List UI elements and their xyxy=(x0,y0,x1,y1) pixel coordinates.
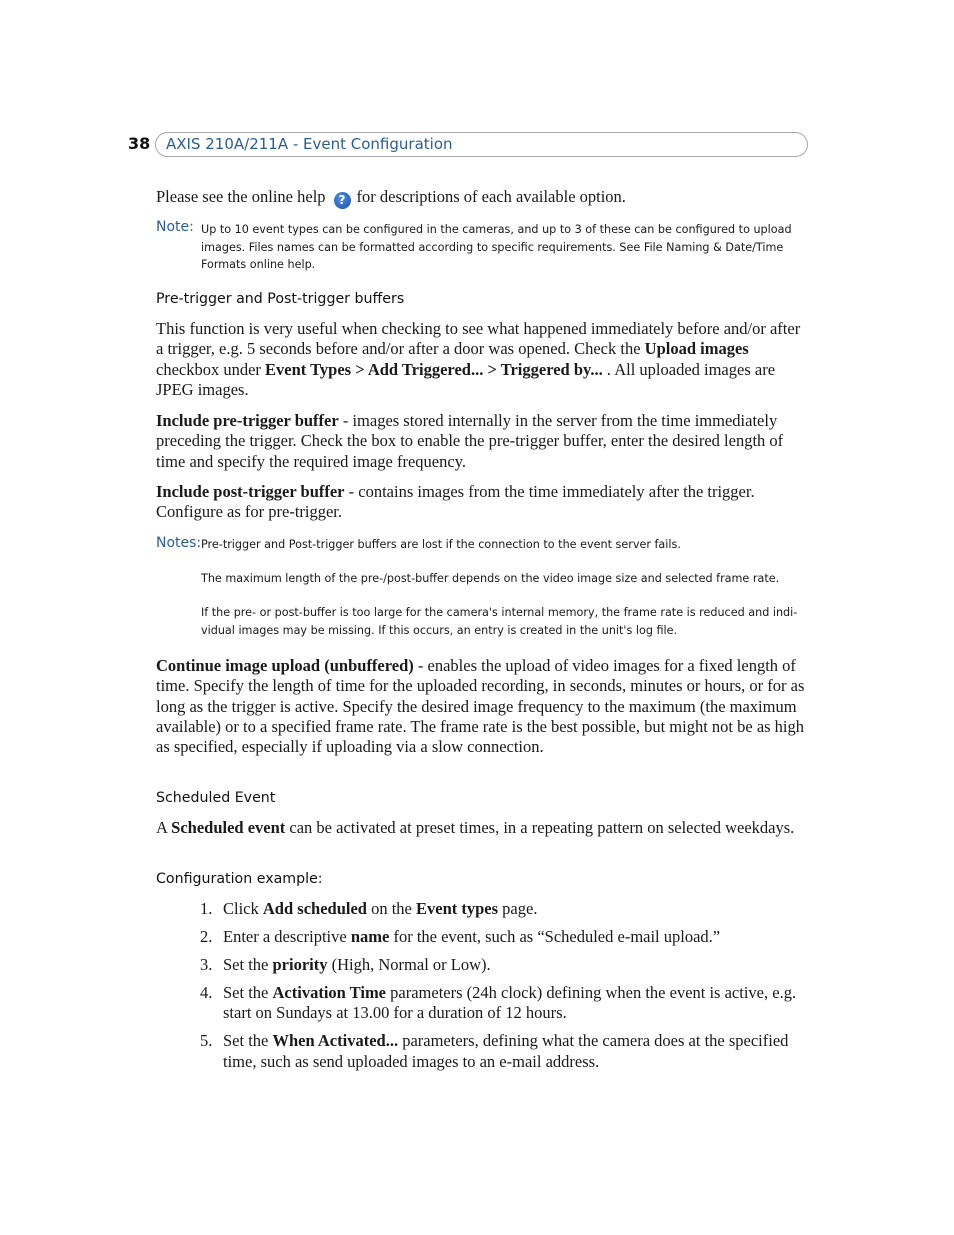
pre-trigger-term: Include pre-trigger buffer xyxy=(156,411,339,430)
list-item: 1. Click Add scheduled on the Event types page. xyxy=(200,899,538,918)
post-trigger-term: Include post-trigger buffer xyxy=(156,482,345,501)
upload-images-term: Upload images xyxy=(644,339,749,359)
help-line-before: Please see the online help xyxy=(156,187,326,206)
notes-label: Notes: xyxy=(156,535,202,551)
note-label: Note: xyxy=(156,219,194,235)
section-heading-config: Configuration example: xyxy=(156,871,323,887)
notes-line-3: If the pre- or post-buffer is too large for the camera's internal memory, the frame rate is reduced and indi- vidual images may be missing. If this occurs, an entry is created in the unit's log file. xyxy=(201,606,798,637)
help-line xyxy=(156,187,626,209)
note-line: Up to 10 event types can be configured in the cameras, and up to 3 of these can be configured to upload xyxy=(201,223,792,236)
list-item: 5. Set the When Activated... parameters, defining what the camera does at the specified time, such as send uploaded images to an e-mail address. xyxy=(200,1031,789,1071)
buffers-paragraph: This function is very useful when checking to see what happened immediately before and/or after a trigger, e.g. 5 seconds before and/or after a door was opened. Check the Upload images checkbox under Event Types > Add Triggered... > Triggered by... . All uploaded images are JPEG images. xyxy=(156,319,801,399)
note-line: Formats online help. xyxy=(201,258,316,272)
help-line-after: for descriptions of each available option. xyxy=(356,187,626,206)
list-item: 2. Enter a descriptive name for the event, such as “Scheduled e-mail upload.” xyxy=(200,926,721,946)
header-title: AXIS 210A/211A - Event Configuration xyxy=(166,135,453,153)
list-item: 3. Set the priority (High, Normal or Low). xyxy=(200,954,491,974)
section-heading-scheduled: Scheduled Event xyxy=(156,790,276,806)
continue-upload-term: Continue image upload (unbuffered) xyxy=(156,656,414,675)
section-heading-buffers: Pre-trigger and Post-trigger buffers xyxy=(156,291,405,307)
notes-line-1: Pre-trigger and Post-trigger buffers are lost if the connection to the event server fails. xyxy=(201,538,681,551)
list-item: 4. Set the Activation Time parameters (24h clock) defining when the event is active, e.g. start on Sundays at 13.00 for a duration of 12 hours. xyxy=(200,982,797,1023)
help-icon[interactable]: ? xyxy=(334,192,351,209)
notes-line-2: The maximum length of the pre-/post-buffer depends on the video image size and selected frame rate. xyxy=(201,572,780,585)
note-text xyxy=(201,221,801,274)
config-steps-list xyxy=(200,899,806,1072)
post-trigger-paragraph: Include post-trigger buffer - contains images from the time immediately after the trigger. Configure as for pre-trigger. xyxy=(156,482,755,522)
event-types-path: Event Types > Add Triggered... > Triggered by... xyxy=(265,359,603,379)
page-number: 38 xyxy=(128,134,151,153)
scheduled-paragraph: A Scheduled event can be activated at preset times, in a repeating pattern on selected weekdays. xyxy=(156,818,795,837)
header-bar xyxy=(155,132,808,157)
scheduled-event-term: Scheduled event xyxy=(171,818,286,837)
note-line: images. Files names can be formatted according to specific requirements. See File Naming & Date/Time xyxy=(201,240,784,254)
pre-trigger-paragraph: Include pre-trigger buffer - images stored internally in the server from the time immediately preceding the trigger. Check the box to enable the pre-trigger buffer, enter the desired length of time and specify the required image frequency. xyxy=(156,411,784,471)
continue-upload-paragraph: Continue image upload (unbuffered) - enables the upload of video images for a fixed length of time. Specify the length of time for the uploaded recording, in seconds, minutes or hours, or for as long as the trigger is active. Specify the desired image frequency to the maximum (the maximum available) or to a specified frame rate. The frame rate is the best possible, but might not be as high as specified, especially if uploading via a slow connection. xyxy=(156,656,805,757)
